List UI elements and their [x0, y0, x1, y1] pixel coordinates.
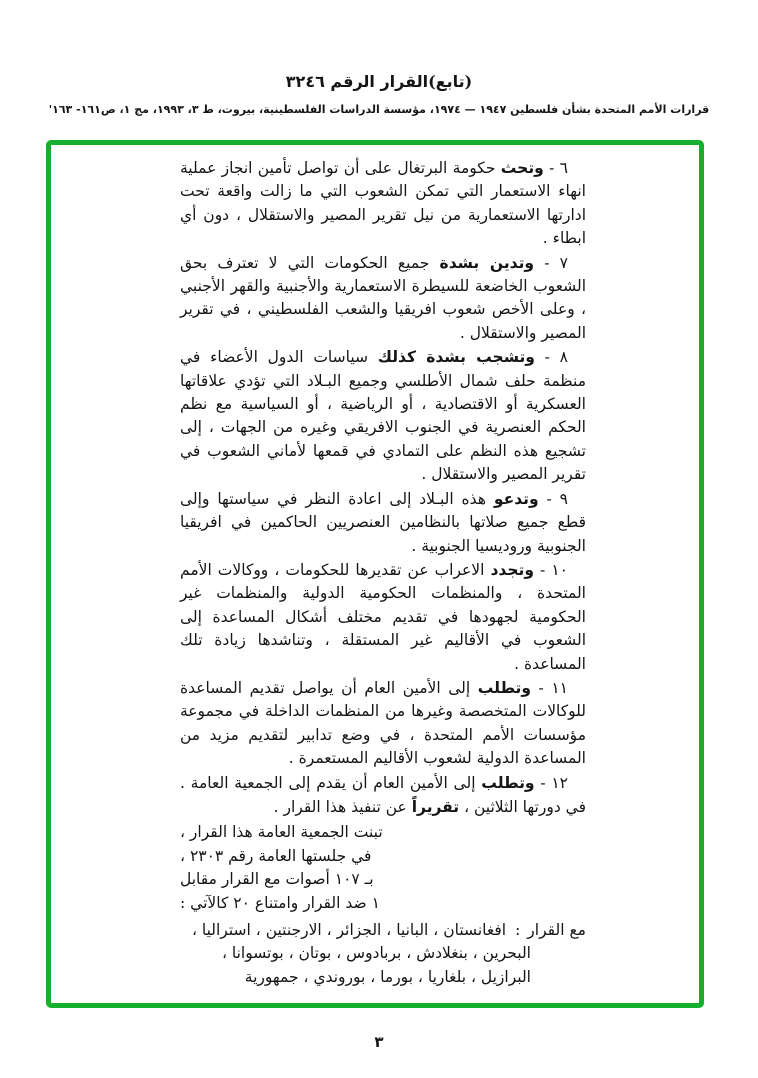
paragraph-keyword: وتطلب: [481, 772, 535, 792]
adoption-block: [180, 821, 586, 915]
paragraph-number: ١٢ -: [540, 773, 568, 792]
resolution-body: [180, 156, 586, 1005]
paragraph-text: حكومة البرتغال على أن تواصل تأمين انجاز عملية انهاء الاستعمار التي تمكن الشعوب التي ما زالت واقعة تحت ادارتها الاستعمارية من نيل تقرير المصير والاستقلال ، دون أي ابطاء .: [180, 159, 586, 248]
paragraph-9: [180, 487, 586, 558]
paragraph-number: ٨ -: [544, 348, 568, 367]
paragraph-number: ٩ -: [546, 489, 568, 508]
vote-colon: :: [515, 921, 521, 939]
page-number: ٣: [374, 1033, 384, 1051]
adoption-line: تبنت الجمعية العامة هذا القرار ،: [180, 823, 383, 842]
paragraph-keyword: وتحث: [500, 158, 544, 177]
adoption-line: في جلستها العامة رقم ٢٣٠٣ ،: [180, 846, 372, 865]
paragraph-text: جميع الحكومات التي لا تعترف بحق الشعوب الخاضعة للسيطرة الاستعمارية والأجنبية والقهر الأجنبي ، وعلى الأخص شعوب افريقيا والشعب الفلسطيني ، في تقرير المصير والاستقلال .: [180, 253, 586, 342]
adoption-line: ١ ضد القرار وامتناع ٢٠ كالآتي :: [180, 893, 380, 912]
paragraph-6: [180, 156, 586, 251]
paragraph-number: ١٠ -: [540, 560, 568, 579]
vote-label: مع القرار: [527, 921, 586, 939]
vote-for-row: [180, 919, 586, 989]
paragraph-keyword: تقريراً: [411, 796, 460, 816]
paragraph-number: ٧ -: [544, 253, 568, 272]
paragraph-text: إلى الأمين العام أن يقدم إلى الجمعية العامة . في دورتها الثلاثين ،: [180, 773, 586, 816]
paragraph-text: هذه البـلاد إلى اعادة النظر في سياستها وإلى قطع جميع صلاتها بالنظامين العنصريين الحاكمين في افريقيا الجنوبية وروديسيا الجنوبية .: [180, 489, 586, 555]
paragraph-text: سياسات الدول الأعضاء في منظمة حلف شمال الأطلسي وجميع البـلاد التي تؤدي علاقاتها العسكرية أو الاقتصادية ، أو الرياضية ، أو السياسية مع نظم الحكم العنصرية في الجنوب الافريقي وغيره من الجهات ، إلى تشجيع هذه النظم على التمادي في قمعها لأماني الشعوب في تقرير المصير والاستقلال .: [180, 348, 586, 484]
resolution-title: (تابع)القرار الرقم ٣٢٤٦: [285, 72, 473, 91]
vote-countries-list: افغانستان ، البانيا ، الجزائر ، الارجنتين ، استراليا ، البحرين ، بنغلادش ، بربادوس ، بوتان ، بوتسوانا ، البرازيل ، بلغاريا ، بورما ، بوروندي ، جمهورية: [191, 921, 531, 986]
paragraph-number: ٦ -: [549, 159, 568, 177]
paragraph-keyword: وتجدد: [490, 559, 535, 579]
adoption-line: بـ ١٠٧ أصوات مع القرار مقابل: [180, 870, 374, 889]
paragraph-text: الاعراب عن تقديرها للحكومات ، ووكالات الأمم المتحدة ، والمنظمات الحكومية الدولية والمنظمات غير الحكومية لجهودها في تقديم مختلف أشكال المساعدة إلى الشعوب في الأقاليم غير المستقلة ، وتناشدها زيادة تلك المساعدة .: [180, 560, 586, 673]
paragraph-number: ١١ -: [538, 678, 568, 697]
paragraph-keyword: وتشجب بشدة كذلك: [377, 347, 535, 367]
paragraph-keyword: وتطلب: [477, 677, 531, 697]
paragraph-10: [180, 558, 586, 676]
paragraph-keyword: وتدين بشدة: [439, 252, 535, 272]
paragraph-text: إلى الأمين العام أن يواصل تقديم المساعدة للوكالات المتخصصة وغيرها من المنظمات الداخلة في مجموعة مؤسسات الأمم المتحدة ، في وضع تدابير لتقديم مزيد من المساعدة الدولية لشعوب الأقاليم المستعمرة .: [180, 678, 586, 768]
paragraph-7: [180, 251, 586, 346]
paragraph-text: عن تنفيذ هذا القرار .: [273, 797, 407, 816]
paragraph-11: [180, 676, 586, 771]
paragraph-keyword: وتدعو: [493, 488, 539, 508]
source-citation: قرارات الأمم المتحدة بشأن فلسطين ١٩٤٧ — ١٩٧٤، مؤسسة الدراسات الفلسطينية، بيروت، ط ٣، ١٩٩٣، مج ١، ص١٦١- ١٦٣': [48, 103, 710, 116]
paragraph-8: [180, 345, 586, 486]
paragraph-12: [180, 771, 586, 820]
